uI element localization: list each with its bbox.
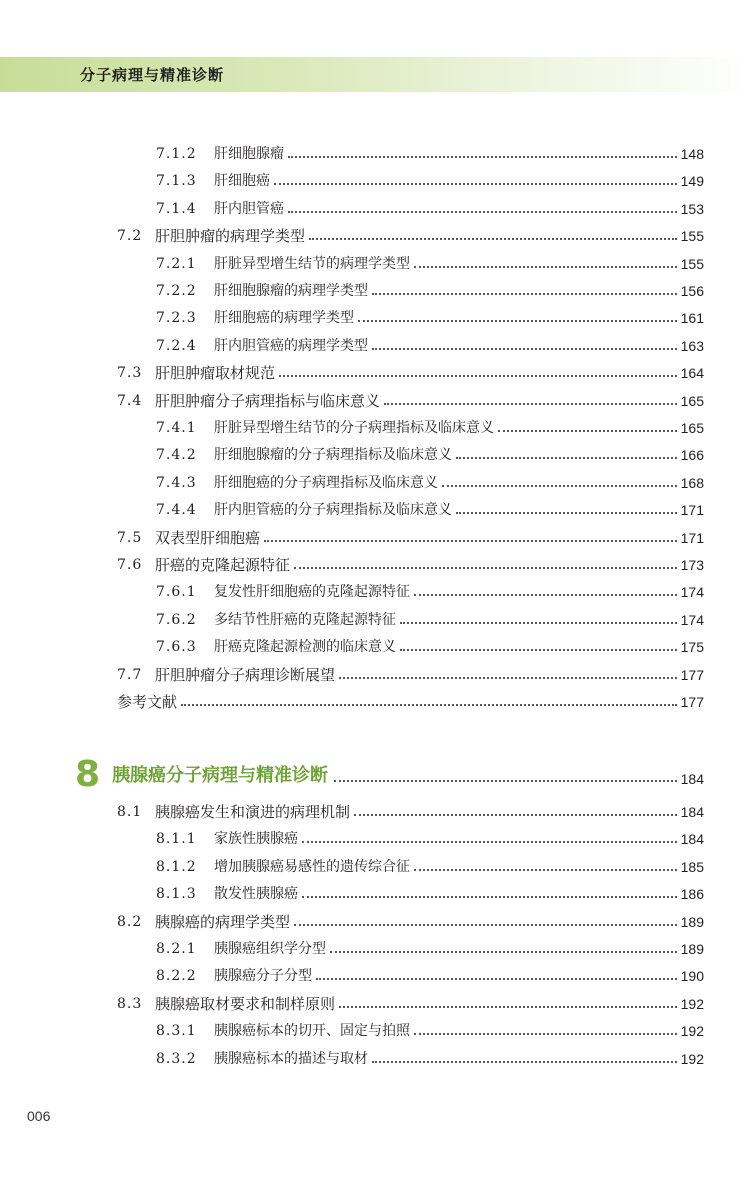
toc-entry-number: 7.4	[117, 392, 143, 409]
toc-entry-title: 肝脏异型增生结节的分子病理指标及临床意义	[214, 420, 494, 436]
toc-entry-number: 7.6	[117, 557, 143, 573]
toc-entry[interactable]	[117, 525, 704, 547]
toc-entry-page: 155	[680, 228, 704, 245]
dot-leader	[384, 402, 677, 405]
toc-entry-page: 174	[680, 584, 704, 601]
toc-entry[interactable]	[156, 278, 704, 300]
dot-leader	[456, 511, 677, 514]
toc-entry[interactable]	[156, 141, 704, 163]
toc-entry-title: 胰腺癌标本的描述与取材	[214, 1050, 368, 1067]
toc-entry[interactable]	[156, 1046, 704, 1068]
toc-entry-title: 胰腺癌取材要求和制样原则	[155, 994, 336, 1013]
toc-entry-number: 7.1.3	[156, 173, 197, 190]
toc-entry[interactable]	[156, 470, 704, 492]
running-header-title: 分子病理与精准诊断	[80, 66, 225, 84]
toc-entry-page: 168	[680, 474, 704, 491]
toc-entry[interactable]	[156, 826, 704, 848]
toc-entry[interactable]	[117, 909, 704, 931]
toc-entry[interactable]	[156, 333, 704, 355]
dot-leader	[264, 539, 677, 542]
dot-leader	[330, 950, 677, 953]
toc-entry-number: 8.2.2	[156, 968, 197, 985]
dot-leader	[372, 292, 677, 295]
toc-entry-title: 肝细胞腺瘤的分子病理指标及临床意义	[214, 447, 452, 464]
toc-entry-page: 189	[680, 941, 704, 957]
toc-entry-page: 192	[680, 1023, 704, 1040]
dot-leader	[354, 813, 677, 816]
toc-entry-page: 165	[680, 420, 704, 436]
toc-entry-page: 175	[680, 639, 704, 656]
toc-entry-number: 7.5	[117, 529, 143, 546]
toc-entry[interactable]	[156, 579, 704, 601]
toc-entry-page: 171	[680, 529, 704, 546]
toc-entry-page: 185	[680, 858, 704, 875]
toc-entry[interactable]	[156, 1018, 704, 1040]
toc-entry-number: 7.7	[117, 666, 143, 683]
toc-entry-number: 7.4.1	[156, 420, 197, 436]
toc-entry-title: 肝细胞癌的病理学类型	[214, 310, 354, 327]
dot-leader	[302, 840, 677, 843]
toc-entry-page: 192	[680, 995, 704, 1012]
chapter-page-number: 184	[680, 771, 704, 787]
dot-leader	[288, 155, 677, 158]
toc-entry[interactable]	[156, 936, 704, 958]
dot-leader	[372, 347, 677, 350]
toc-entry-title: 胰腺癌的病理学类型	[155, 912, 291, 931]
dot-leader	[456, 456, 677, 459]
toc-entry-number: 8.2	[117, 913, 143, 930]
toc-entry-page: 155	[680, 255, 704, 272]
toc-entry-title: 肝内胆管癌的分子病理指标及临床意义	[214, 502, 452, 519]
toc-entry[interactable]	[156, 168, 704, 190]
toc-entry[interactable]	[117, 689, 704, 711]
toc-entry-title: 肝胆肿瘤分子病理诊断展望	[155, 665, 336, 684]
toc-entry-page: 174	[680, 611, 704, 628]
dot-leader	[334, 779, 677, 782]
toc-entry-title: 家族性胰腺癌	[214, 831, 298, 848]
dot-leader	[442, 484, 677, 487]
toc-entry-title: 肝细胞腺瘤	[214, 146, 284, 162]
toc-entry[interactable]	[117, 360, 704, 382]
toc-entry[interactable]	[156, 415, 704, 437]
toc-entry-page: 171	[680, 502, 704, 519]
toc-entry-page: 164	[680, 365, 704, 382]
toc-entry-page: 192	[680, 1050, 704, 1067]
toc-entry-number: 7.6.1	[156, 584, 197, 601]
toc-entry-title: 胰腺癌分子分型	[214, 968, 312, 985]
toc-entry-number: 8.1.2	[156, 858, 197, 875]
toc-entry-number: 8.1.1	[156, 831, 197, 848]
dot-leader	[279, 374, 677, 377]
dot-leader	[400, 648, 677, 651]
dot-leader	[274, 182, 677, 185]
dot-leader	[414, 1032, 677, 1035]
toc-entry[interactable]	[117, 388, 704, 410]
dot-leader	[316, 977, 677, 980]
toc-entry[interactable]	[156, 607, 704, 629]
toc-entry-page: 177	[680, 694, 704, 710]
toc-entry-number: 7.3	[117, 365, 143, 382]
toc-entry-title: 肝细胞腺瘤的病理学类型	[214, 283, 368, 299]
toc-entry-number: 8.3	[117, 995, 143, 1012]
toc-entry-page: 186	[680, 886, 704, 903]
toc-entry-number: 7.1.4	[156, 200, 197, 217]
dot-leader	[414, 868, 677, 871]
toc-entry-title: 肝胆肿瘤的病理学类型	[155, 227, 306, 246]
toc-entry-number: 8.1	[117, 804, 143, 820]
dot-leader	[288, 210, 677, 213]
toc-entry[interactable]	[117, 223, 704, 245]
toc-entry-page: 166	[680, 447, 704, 464]
toc-entry-page: 189	[680, 913, 704, 930]
chapter-number: 8	[75, 754, 101, 795]
toc-entry[interactable]	[156, 854, 704, 876]
dot-leader	[372, 1060, 677, 1063]
toc-entry-title: 胰腺癌发生和演进的病理机制	[155, 803, 351, 821]
toc-entry[interactable]	[117, 799, 704, 821]
toc-entry[interactable]	[156, 497, 704, 519]
toc-entry-title: 肝内胆管癌的病理学类型	[214, 337, 368, 354]
toc-entry-number: 8.3.1	[156, 1023, 197, 1040]
dot-leader	[294, 566, 677, 569]
toc-entry-page: 190	[680, 968, 704, 985]
dot-leader	[339, 676, 677, 679]
toc-entry-page: 153	[680, 200, 704, 217]
toc-entry[interactable]	[117, 552, 704, 574]
toc-entry-title: 参考文献	[117, 693, 178, 711]
toc-entry[interactable]	[156, 442, 704, 464]
toc-entry-title: 肝癌克隆起源检测的临床意义	[214, 639, 396, 656]
dot-leader	[498, 429, 677, 432]
toc-entry[interactable]	[156, 634, 704, 656]
toc-entry-number: 7.2.1	[156, 255, 197, 272]
toc-entry-number: 7.4.4	[156, 502, 197, 519]
dot-leader	[414, 593, 677, 596]
toc-entry-page: 173	[680, 557, 704, 573]
dot-leader	[358, 319, 677, 322]
toc-entry-page: 156	[680, 283, 704, 299]
dot-leader	[294, 923, 677, 926]
toc-entry-title: 增加胰腺癌易感性的遗传综合征	[214, 858, 410, 875]
toc-entry-title: 双表型肝细胞癌	[155, 528, 261, 547]
toc-entry-page: 184	[680, 831, 704, 848]
dot-leader	[414, 265, 677, 268]
toc-entry-number: 7.6.2	[156, 611, 197, 628]
toc-entry-number: 7.2.2	[156, 283, 197, 299]
toc-entry-title: 复发性肝细胞癌的克隆起源特征	[214, 584, 410, 601]
toc-entry-page: 163	[680, 337, 704, 354]
dot-leader	[181, 703, 677, 706]
toc-entry-title: 散发性胰腺癌	[214, 886, 298, 903]
toc-entry-title: 多结节性肝癌的克隆起源特征	[214, 611, 396, 628]
toc-entry-title: 肝脏异型增生结节的病理学类型	[214, 255, 410, 272]
toc-entry-title: 胰腺癌标本的切开、固定与拍照	[214, 1023, 410, 1040]
toc-entry-number: 8.1.3	[156, 886, 197, 903]
toc-entry-title: 肝细胞癌的分子病理指标及临床意义	[214, 474, 438, 491]
toc-entry-number: 8.2.1	[156, 941, 197, 957]
toc-entry-number: 7.4.3	[156, 474, 197, 491]
page-number: 006	[27, 1108, 51, 1124]
toc-entry-title: 肝细胞癌	[214, 173, 270, 190]
dot-leader	[302, 895, 677, 898]
toc-entry-title: 胰腺癌组织学分型	[214, 941, 326, 957]
toc-entry-title: 肝胆肿瘤分子病理指标与临床意义	[155, 391, 381, 410]
toc-entry-page: 184	[680, 804, 704, 820]
toc-entry-page: 161	[680, 310, 704, 327]
toc-entry[interactable]	[156, 251, 704, 273]
toc-entry-page: 177	[680, 666, 704, 683]
toc-entry-number: 7.2.4	[156, 337, 197, 354]
toc-entry-number: 8.3.2	[156, 1050, 197, 1067]
toc-entry[interactable]	[156, 196, 704, 218]
toc-entry-number: 7.1.2	[156, 146, 197, 162]
dot-leader	[309, 237, 677, 240]
chapter-heading[interactable]	[75, 754, 704, 795]
toc-entry[interactable]	[156, 963, 704, 985]
toc-entry-page: 165	[680, 392, 704, 409]
toc-entry[interactable]	[156, 881, 704, 903]
toc-entry-page: 148	[680, 146, 704, 162]
toc-entry-number: 7.4.2	[156, 447, 197, 464]
toc-entry[interactable]	[156, 305, 704, 327]
toc-entry-number: 7.2.3	[156, 310, 197, 327]
dot-leader	[339, 1005, 677, 1008]
toc-entry[interactable]	[117, 662, 704, 684]
toc-entry[interactable]	[117, 991, 704, 1013]
chapter-title: 胰腺癌分子病理与精准诊断	[112, 765, 329, 786]
dot-leader	[400, 621, 677, 624]
toc-entry-title: 肝内胆管癌	[214, 200, 284, 217]
toc-entry-page: 149	[680, 173, 704, 190]
toc-entry-title: 肝癌的克隆起源特征	[155, 556, 291, 574]
toc-entry-number: 7.6.3	[156, 639, 197, 656]
toc-entry-title: 肝胆肿瘤取材规范	[155, 364, 276, 383]
toc-entry-number: 7.2	[117, 228, 143, 245]
